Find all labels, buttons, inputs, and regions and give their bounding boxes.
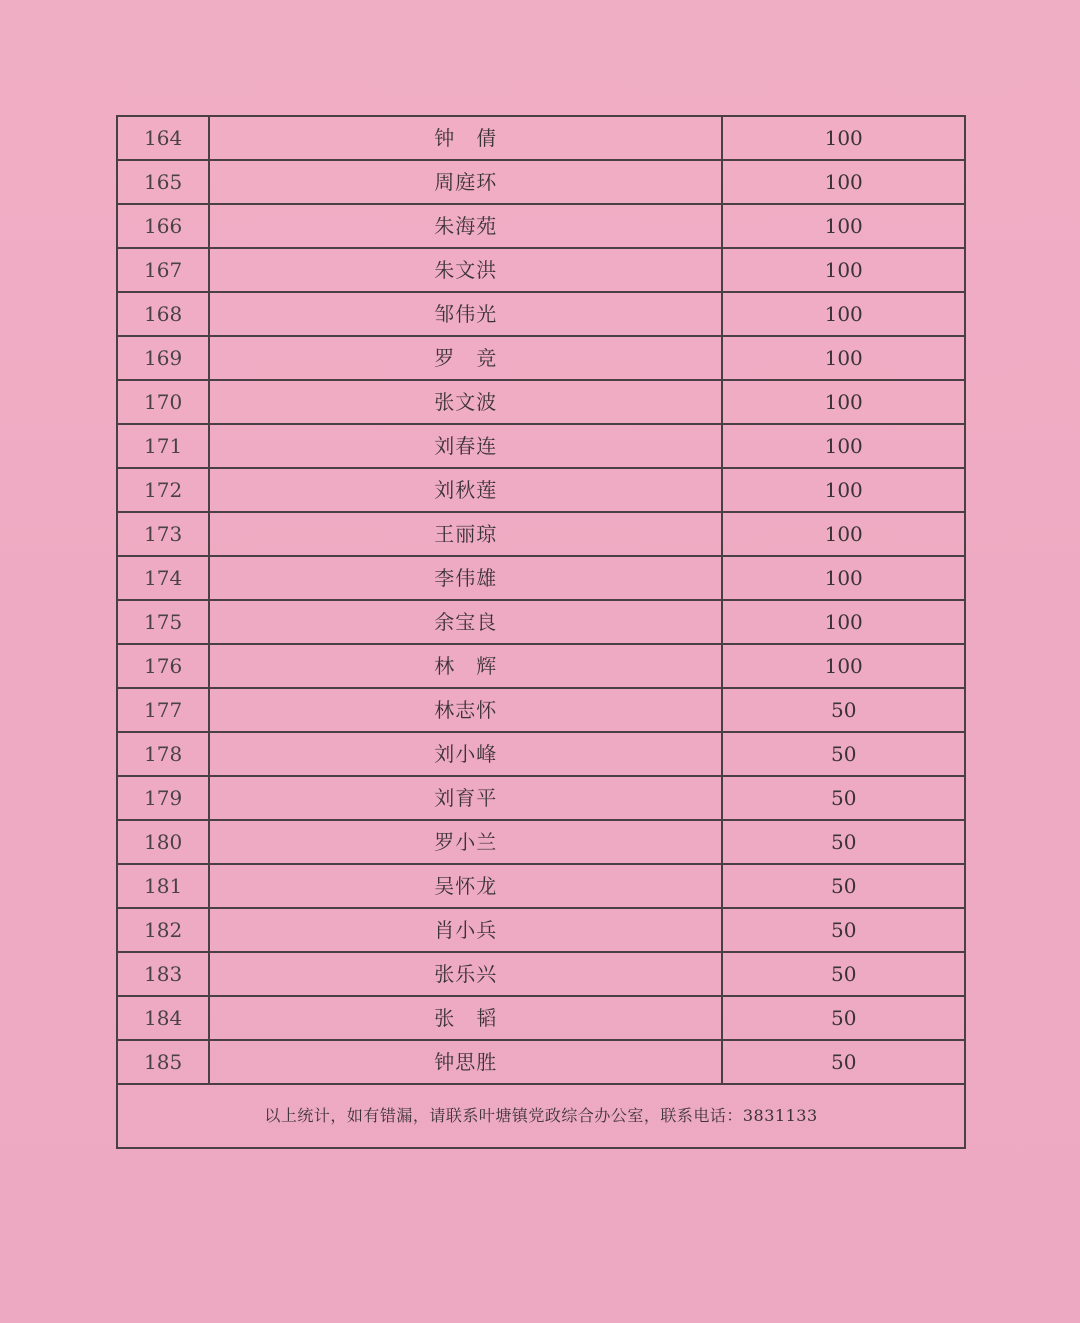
row-name-cell: 刘春连	[209, 424, 722, 468]
table-row	[117, 380, 965, 424]
row-name-cell: 肖小兵	[209, 908, 722, 952]
table-row	[117, 952, 965, 996]
row-name-cell: 钟 倩	[209, 116, 722, 160]
row-name-cell: 王丽琼	[209, 512, 722, 556]
row-index-cell: 174	[117, 556, 209, 600]
row-amount-cell: 50	[722, 1040, 965, 1084]
row-index-cell: 176	[117, 644, 209, 688]
table-row	[117, 908, 965, 952]
row-index-cell: 166	[117, 204, 209, 248]
row-name-cell: 吴怀龙	[209, 864, 722, 908]
row-amount-cell: 100	[722, 336, 965, 380]
row-name-cell: 朱海苑	[209, 204, 722, 248]
table-row	[117, 512, 965, 556]
table-row	[117, 644, 965, 688]
row-name-cell: 周庭环	[209, 160, 722, 204]
table-row	[117, 336, 965, 380]
row-index-cell: 184	[117, 996, 209, 1040]
table-row	[117, 688, 965, 732]
row-name-cell: 李伟雄	[209, 556, 722, 600]
table-row	[117, 116, 965, 160]
row-index-cell: 177	[117, 688, 209, 732]
row-index-cell: 168	[117, 292, 209, 336]
row-amount-cell: 100	[722, 600, 965, 644]
row-name-cell: 罗 竞	[209, 336, 722, 380]
table-row	[117, 996, 965, 1040]
row-amount-cell: 100	[722, 204, 965, 248]
row-index-cell: 185	[117, 1040, 209, 1084]
row-name-cell: 钟思胜	[209, 1040, 722, 1084]
table-row	[117, 292, 965, 336]
row-amount-cell: 100	[722, 160, 965, 204]
row-amount-cell: 100	[722, 512, 965, 556]
table-row	[117, 820, 965, 864]
row-name-cell: 张 韬	[209, 996, 722, 1040]
row-amount-cell: 100	[722, 248, 965, 292]
row-amount-cell: 100	[722, 116, 965, 160]
row-name-cell: 张文波	[209, 380, 722, 424]
row-name-cell: 张乐兴	[209, 952, 722, 996]
row-index-cell: 171	[117, 424, 209, 468]
row-amount-cell: 50	[722, 952, 965, 996]
row-name-cell: 林志怀	[209, 688, 722, 732]
row-name-cell: 朱文洪	[209, 248, 722, 292]
row-index-cell: 167	[117, 248, 209, 292]
row-name-cell: 林 辉	[209, 644, 722, 688]
row-index-cell: 170	[117, 380, 209, 424]
row-index-cell: 169	[117, 336, 209, 380]
row-amount-cell: 100	[722, 556, 965, 600]
table-row	[117, 424, 965, 468]
row-index-cell: 179	[117, 776, 209, 820]
table-row	[117, 776, 965, 820]
row-index-cell: 181	[117, 864, 209, 908]
row-amount-cell: 50	[722, 820, 965, 864]
row-name-cell: 刘小峰	[209, 732, 722, 776]
row-index-cell: 183	[117, 952, 209, 996]
row-index-cell: 173	[117, 512, 209, 556]
table-row	[117, 204, 965, 248]
row-name-cell: 刘秋莲	[209, 468, 722, 512]
row-amount-cell: 50	[722, 996, 965, 1040]
row-amount-cell: 100	[722, 468, 965, 512]
table-row	[117, 556, 965, 600]
row-index-cell: 182	[117, 908, 209, 952]
table-row	[117, 732, 965, 776]
row-amount-cell: 100	[722, 380, 965, 424]
donation-table	[116, 115, 966, 1149]
row-name-cell: 余宝良	[209, 600, 722, 644]
footer-row	[117, 1084, 965, 1148]
row-amount-cell: 50	[722, 688, 965, 732]
row-index-cell: 172	[117, 468, 209, 512]
row-amount-cell: 50	[722, 908, 965, 952]
row-amount-cell: 100	[722, 644, 965, 688]
row-name-cell: 邹伟光	[209, 292, 722, 336]
row-name-cell: 刘育平	[209, 776, 722, 820]
row-amount-cell: 100	[722, 424, 965, 468]
row-index-cell: 165	[117, 160, 209, 204]
row-name-cell: 罗小兰	[209, 820, 722, 864]
row-amount-cell: 50	[722, 776, 965, 820]
table-body	[117, 116, 965, 1084]
row-index-cell: 175	[117, 600, 209, 644]
row-index-cell: 164	[117, 116, 209, 160]
table-row	[117, 1040, 965, 1084]
table-row	[117, 468, 965, 512]
table-row	[117, 248, 965, 292]
table-row	[117, 600, 965, 644]
table-row	[117, 864, 965, 908]
row-amount-cell: 100	[722, 292, 965, 336]
row-amount-cell: 50	[722, 864, 965, 908]
table-row	[117, 160, 965, 204]
footer-note: 以上统计，如有错漏，请联系叶塘镇党政综合办公室，联系电话：3831133	[117, 1084, 965, 1148]
row-index-cell: 178	[117, 732, 209, 776]
row-amount-cell: 50	[722, 732, 965, 776]
row-index-cell: 180	[117, 820, 209, 864]
